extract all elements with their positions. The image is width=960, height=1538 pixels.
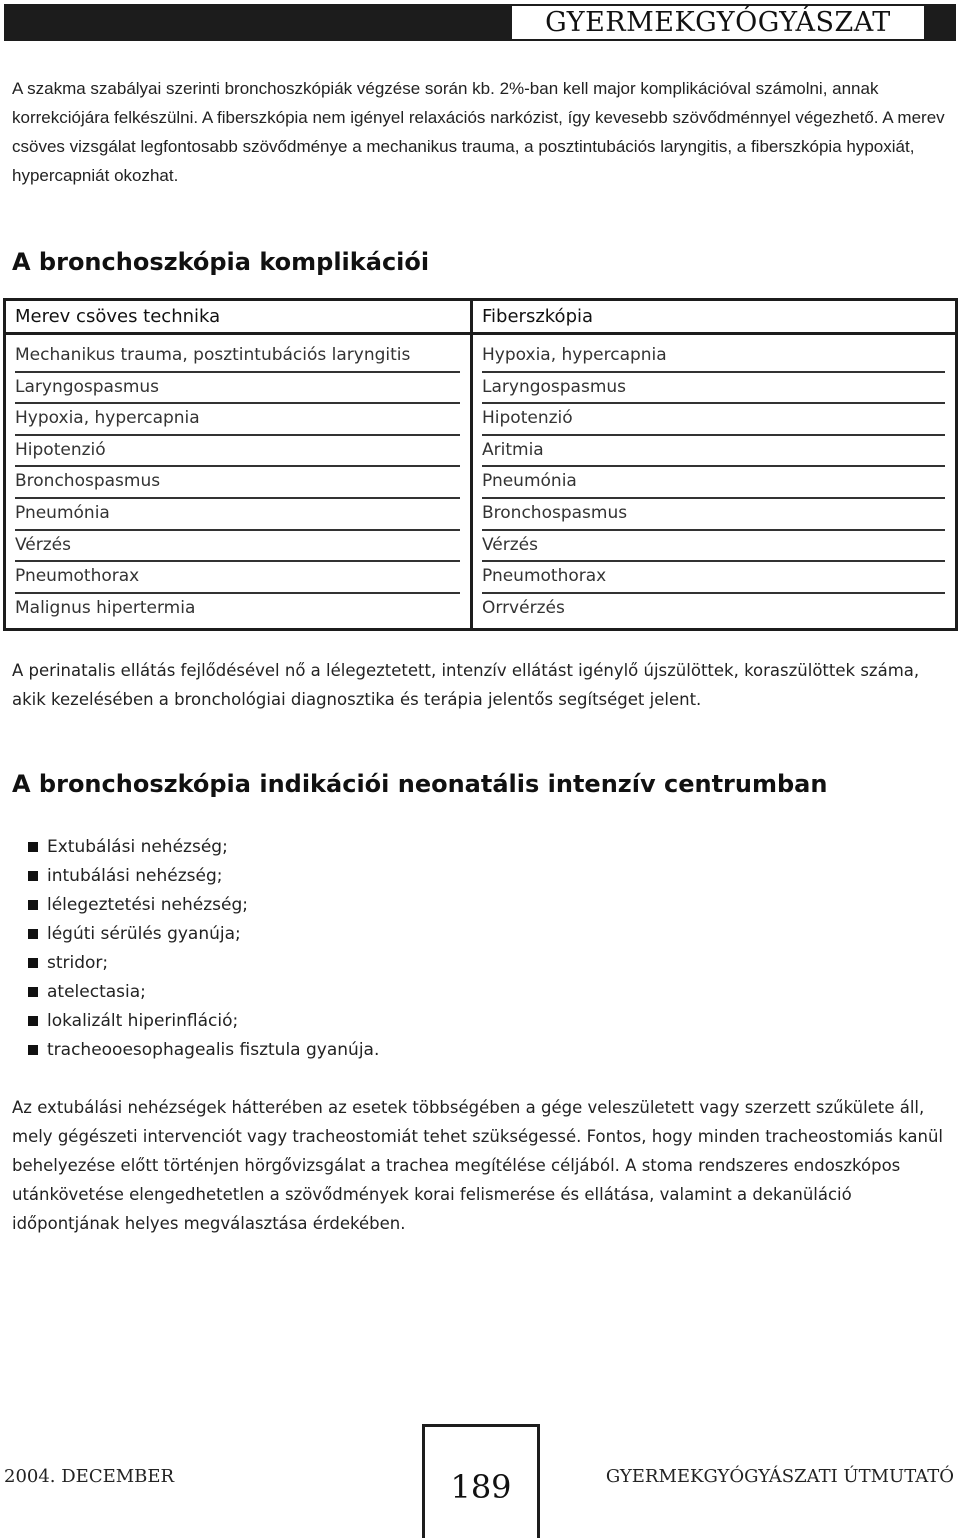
fiberscopy-list xyxy=(473,335,955,625)
list-item: tracheooesophagealis fisztula gyanúja. xyxy=(28,1036,379,1065)
rigid-technique-column xyxy=(6,301,473,628)
complications-heading: A bronchoszkópia komplikációi xyxy=(12,248,430,276)
table-row: Laryngospasmus xyxy=(15,373,460,405)
complications-table xyxy=(3,298,958,631)
perinatal-paragraph: A perinatalis ellátás fejlődésével nő a lélegeztetett, intenzív ellátást igénylő újszülöttek, koraszülöttek száma, akik kezelésében a bronchológiai diagnosztika és terápia jelentős segítséget jelent. xyxy=(12,661,920,709)
fiberscopy-header: Fiberszkópia xyxy=(473,301,955,335)
list-item: stridor; xyxy=(28,948,379,977)
page-footer xyxy=(0,1424,960,1538)
rigid-technique-list xyxy=(6,335,470,625)
indications-list xyxy=(28,832,379,1065)
square-bullet-icon xyxy=(28,1045,38,1055)
table-row: Pneumónia xyxy=(482,467,945,499)
table-row: Laryngospasmus xyxy=(482,373,945,405)
square-bullet-icon xyxy=(28,987,38,997)
rigid-technique-header: Merev csöves technika xyxy=(6,301,470,335)
table-row: Pneumónia xyxy=(15,499,460,531)
table-row: Orrvérzés xyxy=(482,597,565,618)
square-bullet-icon xyxy=(28,842,38,852)
list-item: légúti sérülés gyanúja; xyxy=(28,919,379,948)
square-bullet-icon xyxy=(28,900,38,910)
page-number: 189 xyxy=(450,1467,512,1506)
table-row: Pneumothorax xyxy=(482,562,945,594)
list-item: intubálási nehézség; xyxy=(28,861,379,890)
table-row: Bronchospasmus xyxy=(482,499,945,531)
intro-paragraph: A szakma szabályai szerinti bronchoszkópiák végzése során kb. 2%-ban kell major komplikációval számolni, annak korrekciójára felkészülni. A fiberszkópia nem igényel relaxációs narkózist, így kevesebb szövődménnyel végezhető. A merev csöves vizsgálat legfontosabb szövődménye a mechanikus trauma, a posztintubációs laryngitis, a fiberszkópia hypoxiát, hypercapniát okozhat. xyxy=(12,79,945,185)
list-item: lélegeztetési nehézség; xyxy=(28,890,379,919)
header-bar xyxy=(4,4,956,41)
table-row: Mechanikus trauma, posztintubációs laryngitis xyxy=(15,341,460,373)
list-item: atelectasia; xyxy=(28,977,379,1006)
table-row: Malignus hipertermia xyxy=(15,597,196,618)
square-bullet-icon xyxy=(28,1016,38,1026)
closing-paragraph: Az extubálási nehézségek hátterében az esetek többségében a gége veleszületett vagy szerzett szűkülete áll, mely gégészeti intervenciót vagy tracheostomiát tehet szükségessé. Fontos, hogy minden tracheostomiás kanül behelyezése előtt történjen hörgővizsgálat a trachea megítélése céljából. A stoma rendszeres endoszkópos utánkövetése elengedhetetlen a szövődmények korai felismerése és ellátása, valamint a dekanüláció időpontjának helyes megválasztása érdekében. xyxy=(12,1098,943,1233)
square-bullet-icon xyxy=(28,871,38,881)
square-bullet-icon xyxy=(28,929,38,939)
table-row: Vérzés xyxy=(15,531,460,563)
table-row: Bronchospasmus xyxy=(15,467,460,499)
table-row: Aritmia xyxy=(482,436,945,468)
table-row: Hipotenzió xyxy=(482,404,945,436)
table-row: Vérzés xyxy=(482,531,945,563)
journal-title: GYERMEKGYÓGYÁSZAT xyxy=(545,7,891,38)
issue-date: 2004. DECEMBER xyxy=(4,1466,175,1487)
square-bullet-icon xyxy=(28,958,38,968)
list-item: lokalizált hiperinfláció; xyxy=(28,1007,379,1036)
table-row: Pneumothorax xyxy=(15,562,460,594)
page-number-box xyxy=(422,1424,540,1538)
table-row: Hypoxia, hypercapnia xyxy=(15,404,460,436)
table-row: Hipotenzió xyxy=(15,436,460,468)
indications-heading: A bronchoszkópia indikációi neonatális intenzív centrumban xyxy=(12,770,828,798)
fiberscopy-column xyxy=(473,301,955,628)
header-title-box xyxy=(510,4,926,41)
footer-journal-title: GYERMEKGYÓGYÁSZATI ÚTMUTATÓ xyxy=(605,1466,954,1487)
table-row: Hypoxia, hypercapnia xyxy=(482,341,945,373)
list-item: Extubálási nehézség; xyxy=(28,832,379,861)
